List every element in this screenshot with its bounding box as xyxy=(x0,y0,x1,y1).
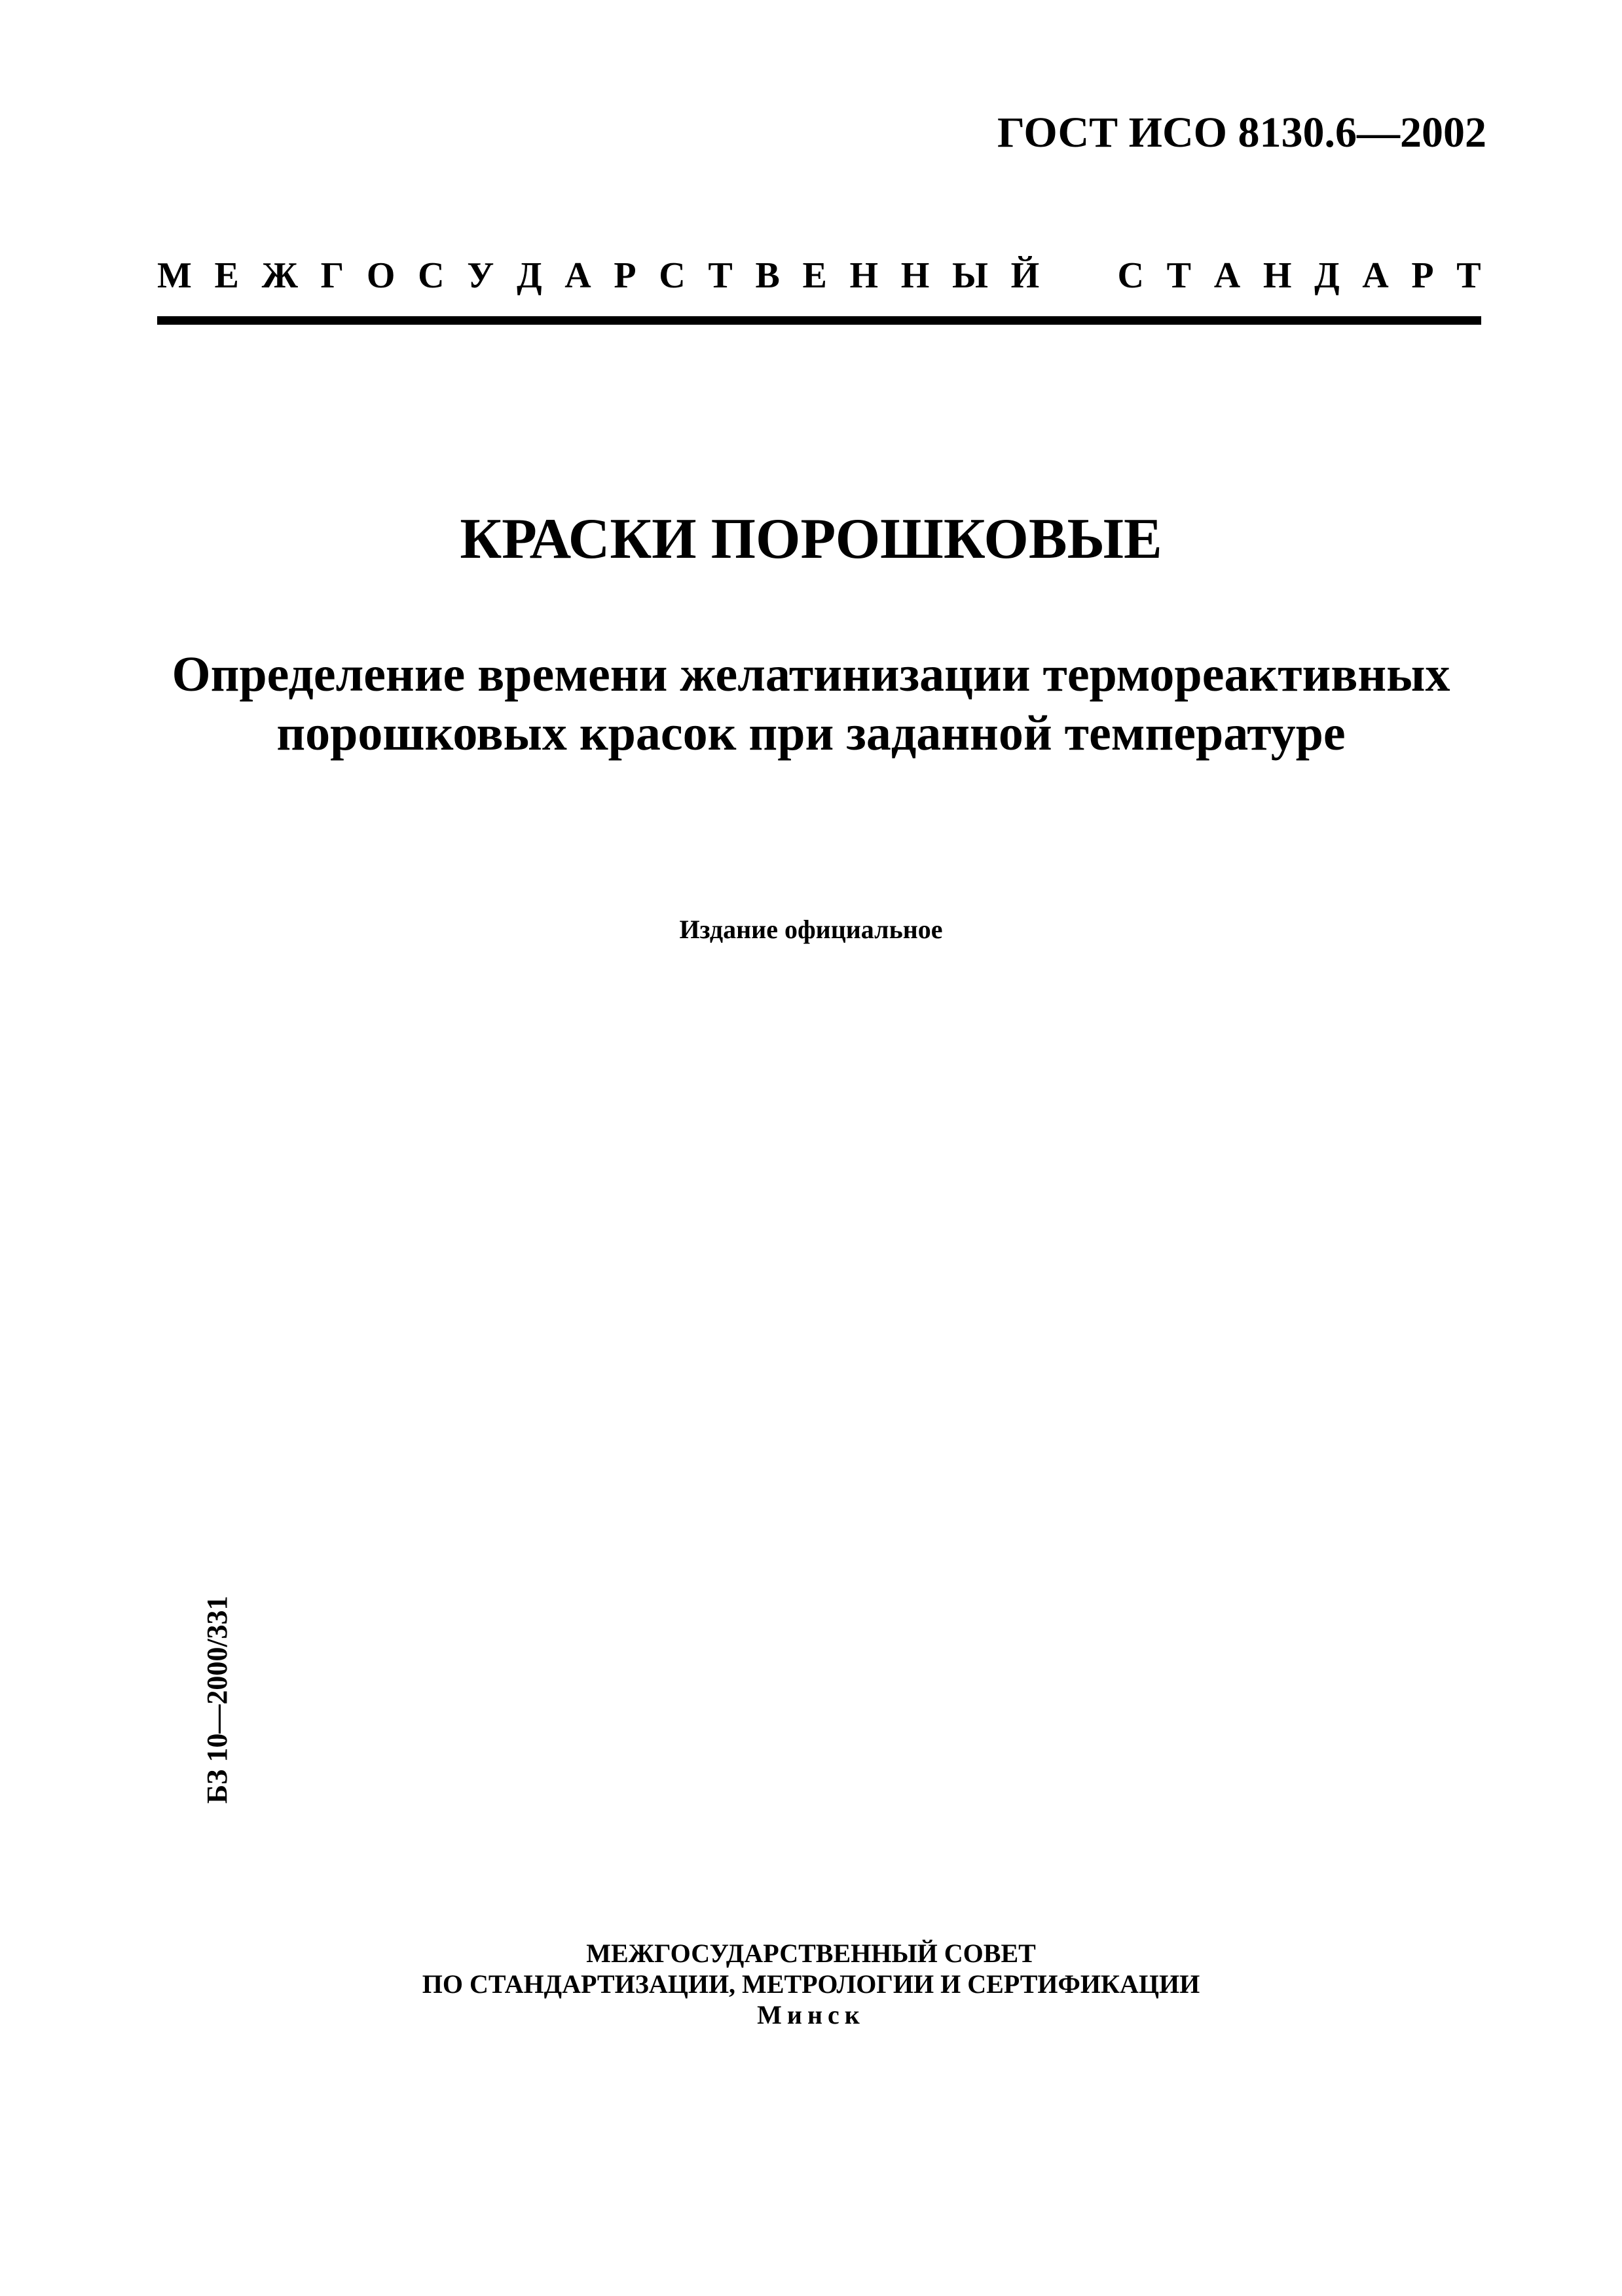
publisher-city: Минск xyxy=(757,2000,865,2030)
category-letter: Е xyxy=(802,255,827,296)
category-letter: С xyxy=(1117,255,1144,296)
category-letter: А xyxy=(564,255,591,296)
category-letter: Р xyxy=(1411,255,1434,296)
category-letter: Н xyxy=(900,255,930,296)
side-code: БЗ 10—2000/331 xyxy=(201,1595,233,1804)
category-letter: М xyxy=(157,255,192,296)
subtitle-line-1: Определение времени желатинизации термореактивных xyxy=(172,647,1450,702)
document-title: КРАСКИ ПОРОШКОВЫЕ xyxy=(460,507,1162,571)
standard-category xyxy=(157,257,1481,294)
category-letter: С xyxy=(659,255,686,296)
category-letter: Д xyxy=(517,255,542,296)
category-letter: Е xyxy=(214,255,239,296)
document-subtitle xyxy=(0,645,1622,763)
category-letter: У xyxy=(467,255,494,296)
header-rule xyxy=(157,316,1481,325)
category-letter: Ж xyxy=(261,255,298,296)
category-letter: Р xyxy=(614,255,636,296)
publisher-block xyxy=(0,1938,1622,2030)
publisher-line-2: ПО СТАНДАРТИЗАЦИИ, МЕТРОЛОГИИ И СЕРТИФИКАЦИИ xyxy=(422,1969,1200,1999)
category-space xyxy=(1062,257,1095,294)
category-letter: Т xyxy=(1166,255,1192,296)
category-letter: Й xyxy=(1010,255,1040,296)
subtitle-line-2: порошковых красок при заданной температуре xyxy=(276,706,1346,761)
edition-label: Издание официальное xyxy=(679,915,943,944)
category-letter: А xyxy=(1213,255,1241,296)
category-letter: А xyxy=(1362,255,1389,296)
publisher-line-1: МЕЖГОСУДАРСТВЕННЫЙ СОВЕТ xyxy=(586,1939,1036,1968)
category-letter: Ы xyxy=(951,255,988,296)
category-letter: О xyxy=(366,255,396,296)
category-letter: Г xyxy=(320,255,344,296)
category-letter: В xyxy=(755,255,780,296)
category-letter: С xyxy=(418,255,445,296)
category-letter: Д xyxy=(1314,255,1340,296)
standard-number: ГОСТ ИСО 8130.6—2002 xyxy=(997,109,1486,156)
category-letter: Н xyxy=(849,255,879,296)
category-letter: Т xyxy=(708,255,733,296)
category-letter: Н xyxy=(1263,255,1292,296)
category-letter: Т xyxy=(1456,255,1481,296)
